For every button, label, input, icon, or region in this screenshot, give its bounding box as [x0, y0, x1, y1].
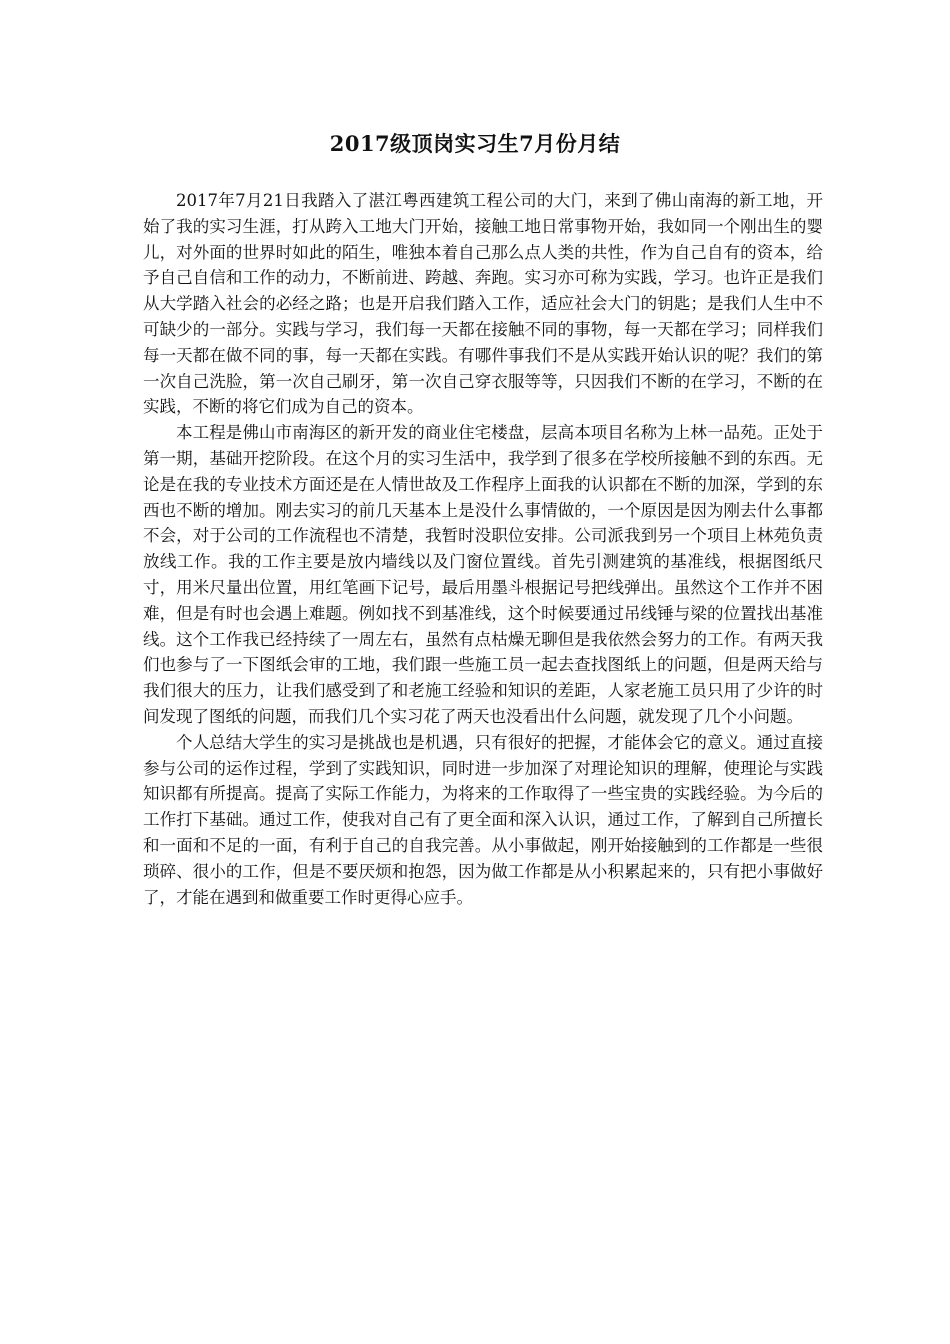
paragraph-project: 本工程是佛山市南海区的新开发的商业住宅楼盘，层高本项目名称为上林一品苑。正处于第一期，基础开挖阶段。在这个月的实习生活中，我学到了很多在学校所接触不到的东西。无论是在我的专业技术方面还是在人情世故及工作程序上面我的认识都在不断的加深，学到的东西也不断的增加。刚去实习的前几天基本上是没什么事情做的，一个原因是因为刚去什么事都不会，对于公司的工作流程也不清楚，我暂时没职位安排。公司派我到另一个项目上林苑负责放线工作。我的工作主要是放内墙线以及门窗位置线。首先引测建筑的基准线，根据图纸尺寸，用米尺量出位置，用红笔画下记号，最后用墨斗根据记号把线弹出。虽然这个工作并不困难，但是有时也会遇上难题。例如找不到基准线，这个时候要通过吊线锤与梁的位置找出基准线。这个工作我已经持续了一周左右，虽然有点枯燥无聊但是我依然会努力的工作。有两天我们也参与了一下图纸会审的工地，我们跟一些施工员一起去查找图纸上的问题，但是两天给与我们很大的压力，让我们感受到了和老施工经验和知识的差距，人家老施工员只用了少许的时间发现了图纸的问题，而我们几个实习花了两天也没看出什么问题，就发现了几个小问题。 [143, 423, 823, 726]
paragraph-intro: 2017年7月21日我踏入了湛江粤西建筑工程公司的大门，来到了佛山南海的新工地，开始了我的实习生涯，打从跨入工地大门开始，接触工地日常事物开始，我如同一个刚出生的婴儿，对外面的世界时如此的陌生，唯独本着自己那么点人类的共性，作为自己自有的资本，给予自己自信和工作的动力，不断前进、跨越、奔跑。实习亦可称为实践，学习。也许正是我们从大学踏入社会的必经之路；也是开启我们踏入工作，适应社会大门的钥匙；是我们人生中不可缺少的一部分。实践与学习，我们每一天都在接触不同的事物，每一天都在学习；同样我们每一天都在做不同的事，每一天都在实践。有哪件事我们不是从实践开始认识的呢？我们的第一次自己洗脸，第一次自己刷牙，第一次自己穿衣服等等，只因我们不断的在学习，不断的在实践，不断的将它们成为自己的资本。 [143, 191, 823, 417]
document-body [143, 188, 823, 910]
document-title: 2017级顶岗实习生7月份月结 [329, 131, 621, 156]
paragraph-summary: 个人总结大学生的实习是挑战也是机遇，只有很好的把握，才能体会它的意义。通过直接参与公司的运作过程，学到了实践知识，同时进一步加深了对理论知识的理解，使理论与实践知识都有所提高。提高了实际工作能力，为将来的工作取得了一些宝贵的实践经验。为今后的工作打下基础。通过工作，使我对自己有了更全面和深入认识，通过工作，了解到自己所擅长和一面和不足的一面，有利于自己的自我完善。从小事做起，刚开始接触到的工作都是一些很琐碎、很小的工作，但是不要厌烦和抱怨，因为做工作都是从小积累起来的，只有把小事做好了，才能在遇到和做重要工作时更得心应手。 [143, 732, 823, 907]
